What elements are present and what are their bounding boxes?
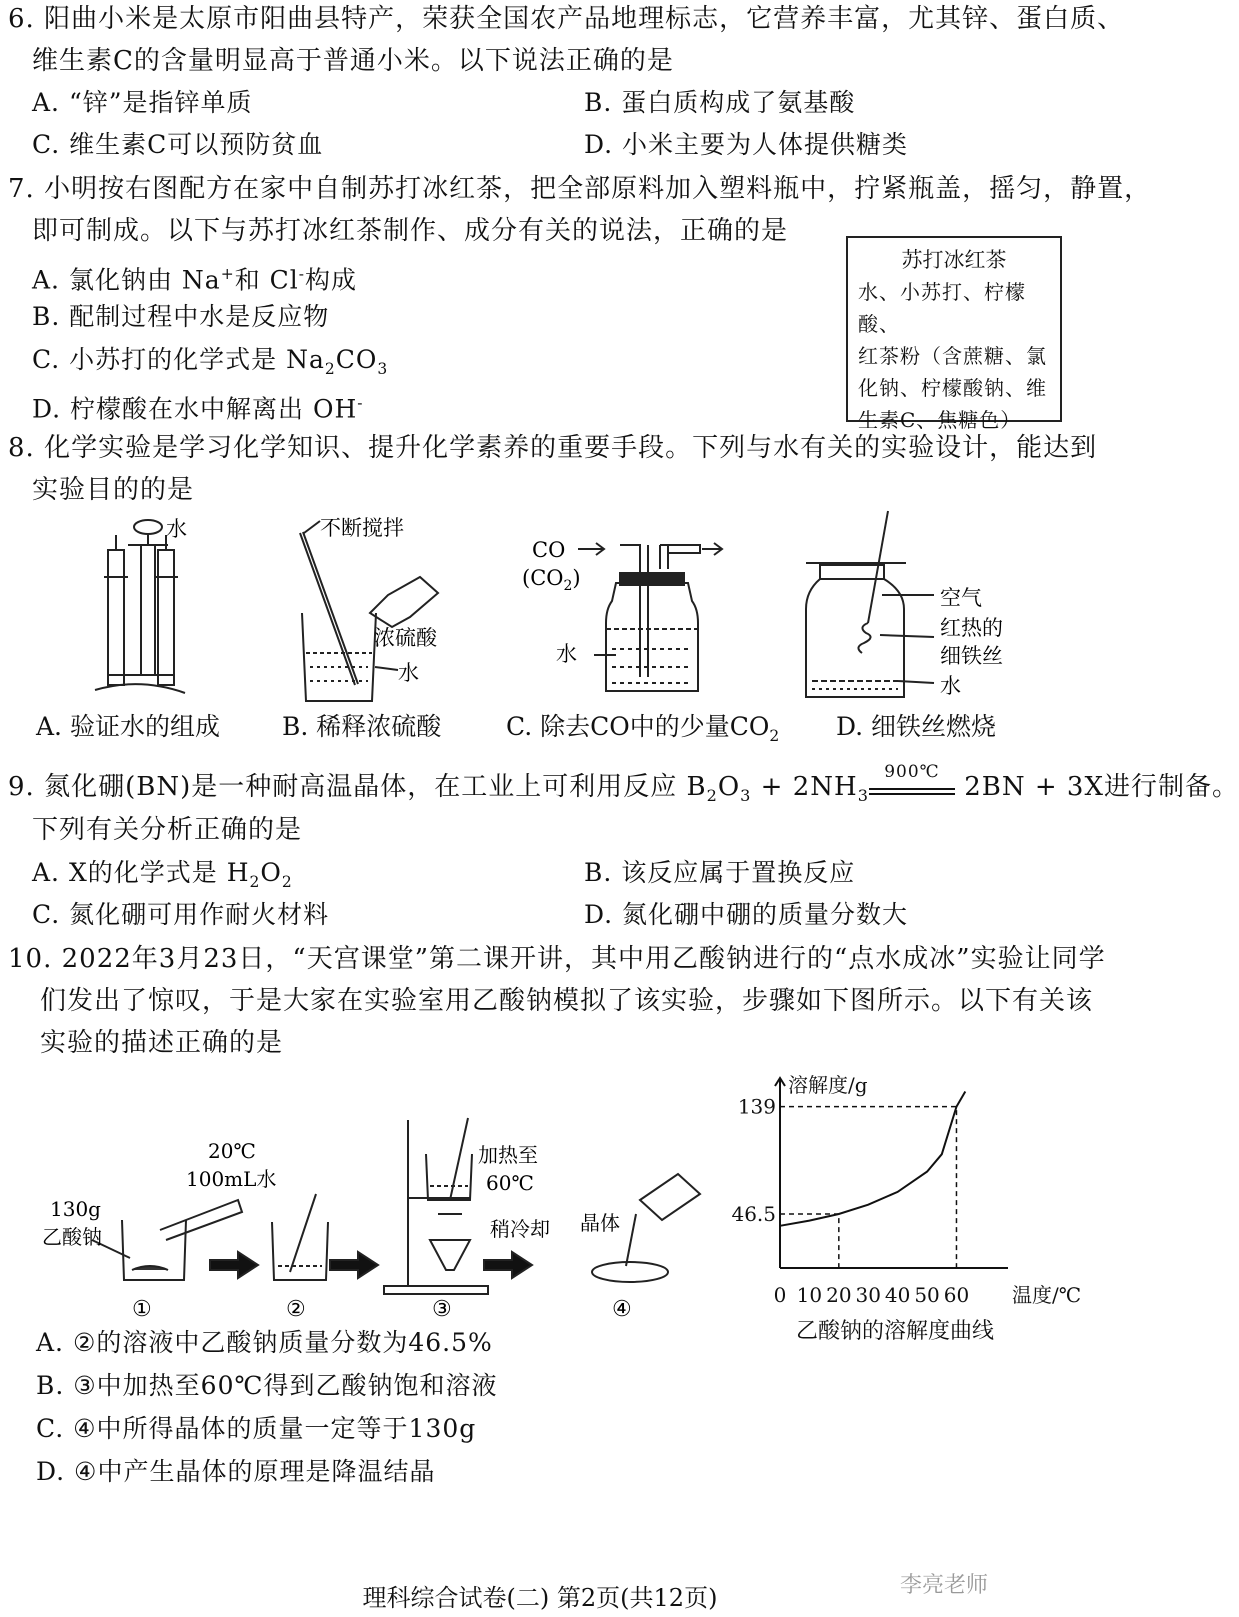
q7-stem-line2: 即可制成。以下与苏打冰红茶制作、成分有关的说法，正确的是 (32, 216, 789, 246)
arrow-2 (330, 1252, 378, 1278)
fig-c-water-label: 水 (556, 642, 577, 666)
fig-c-co-label: CO (532, 538, 566, 562)
recipe-title: 苏打冰红茶 (901, 248, 1007, 272)
solubility-curve (780, 1092, 965, 1226)
q6-stem-line1: 6. 阳曲小米是太原市阳曲县特产，荣获全国农产品地理标志，它营养丰富，尤其锌、蛋白质、 (8, 4, 1125, 34)
chart-title: 乙酸钠的溶解度曲线 (795, 1319, 995, 1344)
x-tick-label: 0 (773, 1283, 787, 1307)
q10-stem-line1: 10. 2022年3月23日，“天宫课堂”第二课开讲，其中用乙酸钠进行的“点水成冰”实验让同学 (8, 944, 1106, 974)
q10-process-figure (0, 1090, 740, 1330)
q6-option-c: C. 维生素C可以预防贫血 (32, 130, 324, 159)
beaker-step2 (272, 1194, 328, 1280)
q9-option-b: B. 该反应属于置换反应 (584, 858, 856, 887)
q7-option-a: A. 氯化钠由 Na+和 Cl-构成 (32, 265, 358, 295)
label-mass: 130g (50, 1197, 101, 1221)
solubility-chart (731, 1070, 1082, 1350)
q10-option-d: D. ④中产生晶体的原理是降温结晶 (36, 1457, 436, 1486)
y-tick-label: 46.5 (731, 1202, 776, 1226)
label-sodium-acetate: 乙酸钠 (42, 1225, 102, 1249)
q8-caption-b: B. 稀释浓硫酸 (282, 712, 442, 741)
electrolysis-apparatus (95, 520, 185, 693)
fig-b-acid-label: 浓硫酸 (374, 626, 437, 650)
arrow-3 (484, 1252, 532, 1278)
recipe-ingredients: 水、小苏打、柠檬酸、 红茶粉（含蔗糖、氯 化钠、柠檬酸钠、维 生素C、焦糖色） (858, 280, 1047, 432)
y-tick-label: 139 (737, 1094, 776, 1119)
x-tick-label: 30 (855, 1283, 881, 1307)
q8-caption-c: C. 除去CO中的少量$CO_2$ (506, 712, 780, 745)
step-3-marker: ③ (432, 1297, 452, 1322)
fig-c-co2-label: $(CO_2)$ (522, 566, 581, 594)
page-footer: 理科综合试卷(二) 第2页(共12页) (362, 1584, 718, 1612)
label-cool: 稍冷却 (490, 1217, 550, 1241)
gas-washing-bottle (578, 543, 722, 691)
q9-option-c: C. 氮化硼可用作耐火材料 (32, 900, 330, 929)
q7-stem-line1: 7. 小明按右图配方在家中自制苏打冰红茶，把全部原料加入塑料瓶中，拧紧瓶盖，摇匀，静置， (8, 174, 1152, 204)
q8-stem-line1: 8. 化学实验是学习化学知识、提升化学素养的重要手段。下列与水有关的实验设计，能达到 (8, 433, 1098, 463)
label-water-volume: 100mL水 (186, 1167, 277, 1191)
step-2-marker: ② (286, 1297, 306, 1322)
q9-stem-line2: 下列有关分析正确的是 (32, 815, 303, 845)
q6-option-d: D. 小米主要为人体提供糖类 (584, 130, 909, 159)
reaction-arrow: 900℃ (869, 775, 955, 795)
recipe-box (846, 236, 1062, 432)
fig-b-water-label: 水 (398, 661, 419, 685)
q10-stem-line3: 实验的描述正确的是 (40, 1028, 284, 1058)
iron-wire-bottle (806, 511, 934, 697)
q10-option-c: C. ④中所得晶体的质量一定等于130g (36, 1414, 477, 1443)
label-temperature: 20℃ (208, 1139, 256, 1163)
x-tick-label: 10 (796, 1283, 823, 1307)
q8-caption-a: A. 验证水的组成 (36, 712, 220, 741)
label-heat-temp: 60℃ (486, 1171, 534, 1195)
fig-d-air-label: 空气 (940, 586, 982, 610)
fig-a-water-label: 水 (166, 517, 187, 541)
fig-d-wire-label: 细铁丝 (940, 644, 1003, 668)
x-axis-label: 温度/℃ (1012, 1283, 1082, 1307)
q7-option-b: B. 配制过程中水是反应物 (32, 302, 330, 331)
x-tick-label: 50 (914, 1283, 940, 1307)
y-axis-label: 溶解度/g (788, 1073, 868, 1097)
step-4-marker: ④ (612, 1297, 632, 1322)
arrow-1 (210, 1252, 258, 1278)
q10-option-a: A. ②的溶液中乙酸钠质量分数为46.5% (36, 1328, 493, 1357)
q7-option-c: C. 小苏打的化学式是 $Na_2CO_3$ (32, 345, 389, 378)
q6-option-b: B. 蛋白质构成了氨基酸 (584, 88, 856, 117)
q10-stem-line2: 们发出了惊叹，于是大家在实验室用乙酸钠模拟了该实验，步骤如下图所示。以下有关该 (40, 986, 1094, 1016)
watermark: 李亮老师 (900, 1573, 989, 1598)
step-1-marker: ① (132, 1297, 152, 1322)
label-heat-to: 加热至 (478, 1143, 538, 1167)
x-tick-label: 40 (884, 1283, 911, 1307)
fig-d-water-label: 水 (940, 674, 961, 698)
q10-option-b: B. ③中加热至60℃得到乙酸钠饱和溶液 (36, 1371, 498, 1400)
guide-line (780, 1214, 839, 1268)
q9-stem-line1: 9. 氮化硼(BN)是一种耐高温晶体，在工业上可利用反应 $B_2O_3 + 2NH_3$ 900℃ 2BN + 3X进行制备。 (8, 762, 1239, 806)
q8-apparatus-figure (0, 505, 1080, 710)
x-tick-label: 60 (943, 1283, 970, 1307)
heating-stand (384, 1118, 488, 1294)
fig-b-stir-label: 不断搅拌 (320, 516, 404, 540)
q8-stem-line2: 实验目的的是 (32, 475, 195, 505)
q9-option-a: A. X的化学式是 $H_2O_2$ (32, 858, 293, 891)
label-crystal: 晶体 (580, 1211, 620, 1235)
q9-option-d: D. 氮化硼中硼的质量分数大 (584, 900, 909, 929)
q7-option-d: D. 柠檬酸在水中解离出 OH- (32, 394, 364, 424)
x-tick-label: 20 (826, 1283, 852, 1307)
q6-stem-line2: 维生素C的含量明显高于普通小米。以下说法正确的是 (32, 46, 674, 76)
fig-d-hot-label: 红热的 (940, 616, 1003, 640)
guide-line (780, 1107, 956, 1268)
q6-option-a: A. “锌”是指锌单质 (32, 88, 253, 117)
q8-caption-d: D. 细铁丝燃烧 (836, 712, 997, 741)
